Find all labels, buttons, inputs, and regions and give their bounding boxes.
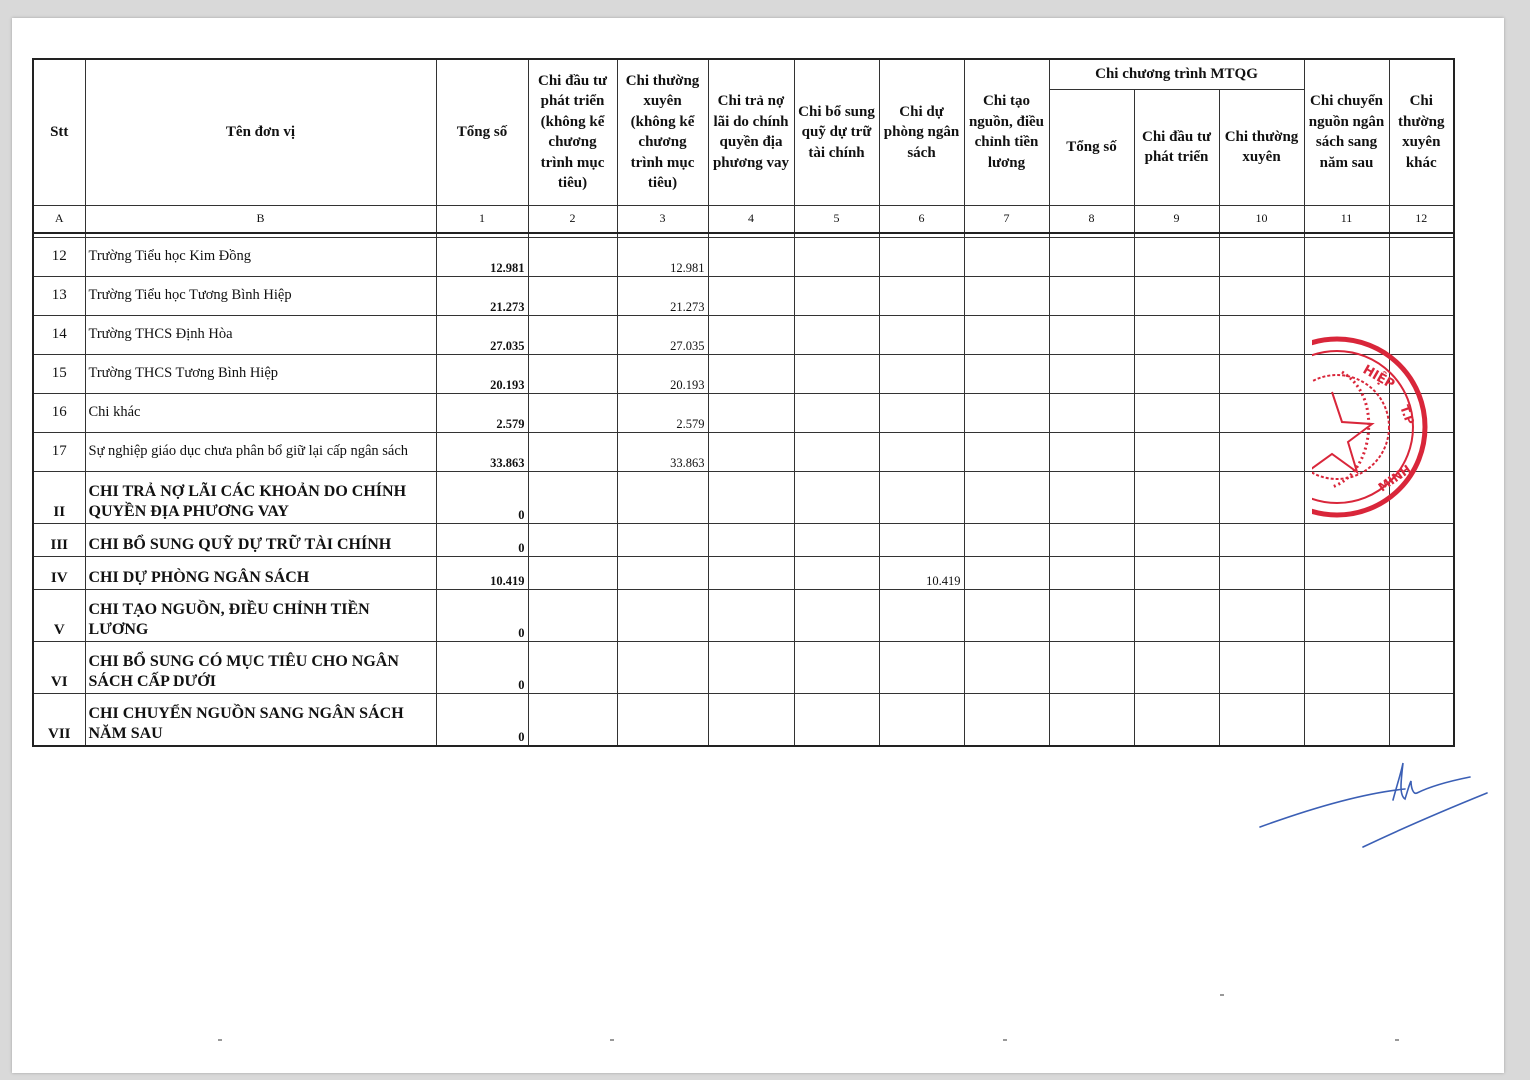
row-name: Trường Tiểu học Kim Đồng bbox=[85, 237, 436, 276]
index-cell: 10 bbox=[1219, 205, 1304, 233]
row-tong-so: 20.193 bbox=[436, 354, 528, 393]
row-name: Sự nghiệp giáo dục chưa phân bổ giữ lại cấp ngân sách bbox=[85, 432, 436, 471]
section-row bbox=[33, 471, 1454, 523]
table-row bbox=[33, 393, 1454, 432]
section-tong-so: 0 bbox=[436, 523, 528, 556]
section-empty-cell bbox=[1134, 556, 1219, 589]
section-stt: V bbox=[33, 589, 85, 641]
section-empty-cell bbox=[708, 556, 794, 589]
row-empty-cell bbox=[1049, 354, 1134, 393]
row-chi-dau-tu bbox=[528, 354, 617, 393]
section-chi-du-phong bbox=[879, 471, 964, 523]
index-cell: 4 bbox=[708, 205, 794, 233]
section-empty-cell bbox=[1219, 693, 1304, 746]
row-empty-cell bbox=[794, 276, 879, 315]
section-empty-cell bbox=[1389, 589, 1454, 641]
section-empty-cell bbox=[617, 589, 708, 641]
header-mtqg-thuong-xuyen: Chi thường xuyên bbox=[1219, 89, 1304, 205]
row-empty-cell bbox=[708, 315, 794, 354]
index-cell: 6 bbox=[879, 205, 964, 233]
header-mtqg-dau-tu: Chi đầu tư phát triển bbox=[1134, 89, 1219, 205]
header-chi-dau-tu: Chi đầu tư phát triển (không kể chương trình mục tiêu) bbox=[528, 59, 617, 205]
section-empty-cell bbox=[794, 556, 879, 589]
section-chi-du-phong bbox=[879, 523, 964, 556]
row-empty-cell bbox=[708, 432, 794, 471]
index-cell: 8 bbox=[1049, 205, 1134, 233]
row-tong-so: 27.035 bbox=[436, 315, 528, 354]
index-cell: B bbox=[85, 205, 436, 233]
row-empty-cell bbox=[964, 354, 1049, 393]
section-empty-cell bbox=[1049, 523, 1134, 556]
section-tong-so: 10.419 bbox=[436, 556, 528, 589]
row-chi-du-phong bbox=[879, 237, 964, 276]
section-stt: IV bbox=[33, 556, 85, 589]
section-name: CHI TẠO NGUỒN, ĐIỀU CHỈNH TIỀN LƯƠNG bbox=[85, 589, 436, 641]
row-name: Chi khác bbox=[85, 393, 436, 432]
header-chi-tra-no: Chi trả nợ lãi do chính quyền địa phương vay bbox=[708, 59, 794, 205]
index-cell: 2 bbox=[528, 205, 617, 233]
section-empty-cell bbox=[1219, 641, 1304, 693]
section-chi-du-phong: 10.419 bbox=[879, 556, 964, 589]
section-empty-cell bbox=[708, 471, 794, 523]
row-chi-du-phong bbox=[879, 315, 964, 354]
section-name: CHI TRẢ NỢ LÃI CÁC KHOẢN DO CHÍNH QUYỀN ĐỊA PHƯƠNG VAY bbox=[85, 471, 436, 523]
section-empty-cell bbox=[1134, 641, 1219, 693]
row-empty-cell bbox=[1389, 276, 1454, 315]
header-chi-thuong-xuyen: Chi thường xuyên (không kể chương trình mục tiêu) bbox=[617, 59, 708, 205]
row-empty-cell bbox=[1049, 393, 1134, 432]
signature bbox=[1255, 755, 1495, 855]
row-empty-cell bbox=[964, 315, 1049, 354]
section-empty-cell bbox=[617, 693, 708, 746]
svg-text:HIỆP: HIỆP bbox=[1360, 362, 1398, 393]
header-chi-bo-sung-quy: Chi bổ sung quỹ dự trữ tài chính bbox=[794, 59, 879, 205]
row-empty-cell bbox=[964, 276, 1049, 315]
section-name: CHI DỰ PHÒNG NGÂN SÁCH bbox=[85, 556, 436, 589]
section-row bbox=[33, 523, 1454, 556]
row-empty-cell bbox=[1049, 432, 1134, 471]
section-empty-cell bbox=[1304, 589, 1389, 641]
index-row bbox=[33, 205, 1454, 233]
row-chi-du-phong bbox=[879, 354, 964, 393]
section-empty-cell bbox=[617, 471, 708, 523]
section-empty-cell bbox=[528, 471, 617, 523]
row-empty-cell bbox=[708, 393, 794, 432]
section-empty-cell bbox=[1049, 641, 1134, 693]
row-empty-cell bbox=[1049, 276, 1134, 315]
row-chi-dau-tu bbox=[528, 276, 617, 315]
section-chi-du-phong bbox=[879, 641, 964, 693]
header-chi-chuyen-nguon: Chi chuyển nguồn ngân sách sang năm sau bbox=[1304, 59, 1389, 205]
section-chi-du-phong bbox=[879, 589, 964, 641]
row-empty-cell bbox=[964, 393, 1049, 432]
section-empty-cell bbox=[1134, 589, 1219, 641]
row-empty-cell bbox=[1219, 237, 1304, 276]
header-mtqg-tong-so: Tổng số bbox=[1049, 89, 1134, 205]
row-name: Trường THCS Tương Bình Hiệp bbox=[85, 354, 436, 393]
row-chi-dau-tu bbox=[528, 315, 617, 354]
section-empty-cell bbox=[1134, 523, 1219, 556]
section-empty-cell bbox=[794, 693, 879, 746]
row-empty-cell bbox=[794, 237, 879, 276]
section-tong-so: 0 bbox=[436, 589, 528, 641]
section-empty-cell bbox=[1134, 471, 1219, 523]
budget-table bbox=[32, 58, 1455, 747]
row-chi-dau-tu bbox=[528, 237, 617, 276]
row-chi-thuong-xuyen: 21.273 bbox=[617, 276, 708, 315]
row-stt: 14 bbox=[33, 315, 85, 354]
header-ten-don-vi: Tên đơn vị bbox=[85, 59, 436, 205]
section-empty-cell bbox=[1049, 589, 1134, 641]
section-name: CHI BỔ SUNG CÓ MỤC TIÊU CHO NGÂN SÁCH CẤP DƯỚI bbox=[85, 641, 436, 693]
section-row bbox=[33, 693, 1454, 746]
section-empty-cell bbox=[1049, 693, 1134, 746]
row-stt: 13 bbox=[33, 276, 85, 315]
section-stt: III bbox=[33, 523, 85, 556]
header-chi-tao-nguon: Chi tạo nguồn, điều chỉnh tiền lương bbox=[964, 59, 1049, 205]
index-cell: 3 bbox=[617, 205, 708, 233]
section-stt: VI bbox=[33, 641, 85, 693]
section-empty-cell bbox=[1304, 523, 1389, 556]
section-empty-cell bbox=[1134, 693, 1219, 746]
section-empty-cell bbox=[964, 693, 1049, 746]
row-chi-thuong-xuyen: 12.981 bbox=[617, 237, 708, 276]
row-empty-cell bbox=[1134, 315, 1219, 354]
section-empty-cell bbox=[528, 693, 617, 746]
section-name: CHI CHUYỂN NGUỒN SANG NGÂN SÁCH NĂM SAU bbox=[85, 693, 436, 746]
section-empty-cell bbox=[964, 556, 1049, 589]
row-empty-cell bbox=[1219, 276, 1304, 315]
section-empty-cell bbox=[1219, 523, 1304, 556]
section-empty-cell bbox=[794, 589, 879, 641]
row-empty-cell bbox=[1304, 276, 1389, 315]
section-empty-cell bbox=[794, 471, 879, 523]
svg-text:MINH: MINH bbox=[1375, 462, 1414, 495]
section-empty-cell bbox=[1389, 556, 1454, 589]
section-empty-cell bbox=[1219, 556, 1304, 589]
row-empty-cell bbox=[1134, 237, 1219, 276]
row-empty-cell bbox=[1304, 237, 1389, 276]
section-empty-cell bbox=[794, 523, 879, 556]
row-empty-cell bbox=[1134, 276, 1219, 315]
index-cell: 7 bbox=[964, 205, 1049, 233]
table-row bbox=[33, 276, 1454, 315]
row-empty-cell bbox=[1134, 354, 1219, 393]
section-empty-cell bbox=[617, 641, 708, 693]
row-empty-cell bbox=[1049, 315, 1134, 354]
section-empty-cell bbox=[1304, 556, 1389, 589]
row-empty-cell bbox=[708, 237, 794, 276]
table-row bbox=[33, 237, 1454, 276]
row-stt: 12 bbox=[33, 237, 85, 276]
row-chi-dau-tu bbox=[528, 393, 617, 432]
row-tong-so: 12.981 bbox=[436, 237, 528, 276]
index-cell: 9 bbox=[1134, 205, 1219, 233]
header-mtqg-group: Chi chương trình MTQG bbox=[1049, 59, 1304, 89]
row-empty-cell bbox=[1219, 315, 1304, 354]
header-chi-du-phong: Chi dự phòng ngân sách bbox=[879, 59, 964, 205]
row-empty-cell bbox=[1219, 354, 1304, 393]
section-row bbox=[33, 556, 1454, 589]
index-cell: 12 bbox=[1389, 205, 1454, 233]
row-empty-cell bbox=[964, 237, 1049, 276]
section-row bbox=[33, 589, 1454, 641]
section-empty-cell bbox=[1389, 693, 1454, 746]
section-empty-cell bbox=[1389, 641, 1454, 693]
row-chi-thuong-xuyen: 2.579 bbox=[617, 393, 708, 432]
row-empty-cell bbox=[1134, 432, 1219, 471]
row-chi-thuong-xuyen: 27.035 bbox=[617, 315, 708, 354]
section-empty-cell bbox=[1049, 471, 1134, 523]
row-empty-cell bbox=[794, 315, 879, 354]
section-empty-cell bbox=[708, 641, 794, 693]
row-chi-thuong-xuyen: 20.193 bbox=[617, 354, 708, 393]
row-empty-cell bbox=[1219, 432, 1304, 471]
section-name: CHI BỔ SUNG QUỸ DỰ TRỮ TÀI CHÍNH bbox=[85, 523, 436, 556]
row-chi-du-phong bbox=[879, 276, 964, 315]
section-empty-cell bbox=[1049, 556, 1134, 589]
row-empty-cell bbox=[964, 432, 1049, 471]
row-empty-cell bbox=[1219, 393, 1304, 432]
section-empty-cell bbox=[708, 693, 794, 746]
header-chi-thuong-xuyen-khac: Chi thường xuyên khác bbox=[1389, 59, 1454, 205]
index-cell: A bbox=[33, 205, 85, 233]
row-stt: 17 bbox=[33, 432, 85, 471]
section-stt: II bbox=[33, 471, 85, 523]
section-empty-cell bbox=[794, 641, 879, 693]
row-chi-du-phong bbox=[879, 393, 964, 432]
table-row bbox=[33, 432, 1454, 471]
header-stt: Stt bbox=[33, 59, 85, 205]
row-chi-du-phong bbox=[879, 432, 964, 471]
header-tong-so: Tổng số bbox=[436, 59, 528, 205]
section-empty-cell bbox=[708, 523, 794, 556]
row-chi-dau-tu bbox=[528, 432, 617, 471]
row-name: Trường THCS Định Hòa bbox=[85, 315, 436, 354]
section-tong-so: 0 bbox=[436, 471, 528, 523]
row-empty-cell bbox=[794, 354, 879, 393]
row-empty-cell bbox=[794, 432, 879, 471]
section-empty-cell bbox=[617, 556, 708, 589]
row-stt: 15 bbox=[33, 354, 85, 393]
row-tong-so: 21.273 bbox=[436, 276, 528, 315]
row-empty-cell bbox=[794, 393, 879, 432]
section-stt: VII bbox=[33, 693, 85, 746]
index-cell: 5 bbox=[794, 205, 879, 233]
section-empty-cell bbox=[528, 556, 617, 589]
svg-text:T.P: T.P bbox=[1397, 403, 1418, 427]
table-row bbox=[33, 354, 1454, 393]
row-empty-cell bbox=[1049, 237, 1134, 276]
section-empty-cell bbox=[1304, 641, 1389, 693]
index-cell: 1 bbox=[436, 205, 528, 233]
section-tong-so: 0 bbox=[436, 693, 528, 746]
section-empty-cell bbox=[1389, 523, 1454, 556]
section-empty-cell bbox=[708, 589, 794, 641]
official-stamp bbox=[1312, 332, 1430, 522]
section-empty-cell bbox=[964, 471, 1049, 523]
row-chi-thuong-xuyen: 33.863 bbox=[617, 432, 708, 471]
row-tong-so: 2.579 bbox=[436, 393, 528, 432]
section-empty-cell bbox=[528, 523, 617, 556]
section-row bbox=[33, 641, 1454, 693]
section-empty-cell bbox=[528, 641, 617, 693]
section-empty-cell bbox=[964, 641, 1049, 693]
index-cell: 11 bbox=[1304, 205, 1389, 233]
row-stt: 16 bbox=[33, 393, 85, 432]
section-empty-cell bbox=[617, 523, 708, 556]
row-tong-so: 33.863 bbox=[436, 432, 528, 471]
section-chi-du-phong bbox=[879, 693, 964, 746]
section-empty-cell bbox=[1304, 693, 1389, 746]
row-empty-cell bbox=[1389, 237, 1454, 276]
row-name: Trường Tiểu học Tương Bình Hiệp bbox=[85, 276, 436, 315]
section-empty-cell bbox=[964, 523, 1049, 556]
section-empty-cell bbox=[528, 589, 617, 641]
row-empty-cell bbox=[1134, 393, 1219, 432]
section-empty-cell bbox=[1219, 471, 1304, 523]
row-empty-cell bbox=[708, 354, 794, 393]
section-tong-so: 0 bbox=[436, 641, 528, 693]
section-empty-cell bbox=[1219, 589, 1304, 641]
row-empty-cell bbox=[708, 276, 794, 315]
section-empty-cell bbox=[964, 589, 1049, 641]
table-row bbox=[33, 315, 1454, 354]
